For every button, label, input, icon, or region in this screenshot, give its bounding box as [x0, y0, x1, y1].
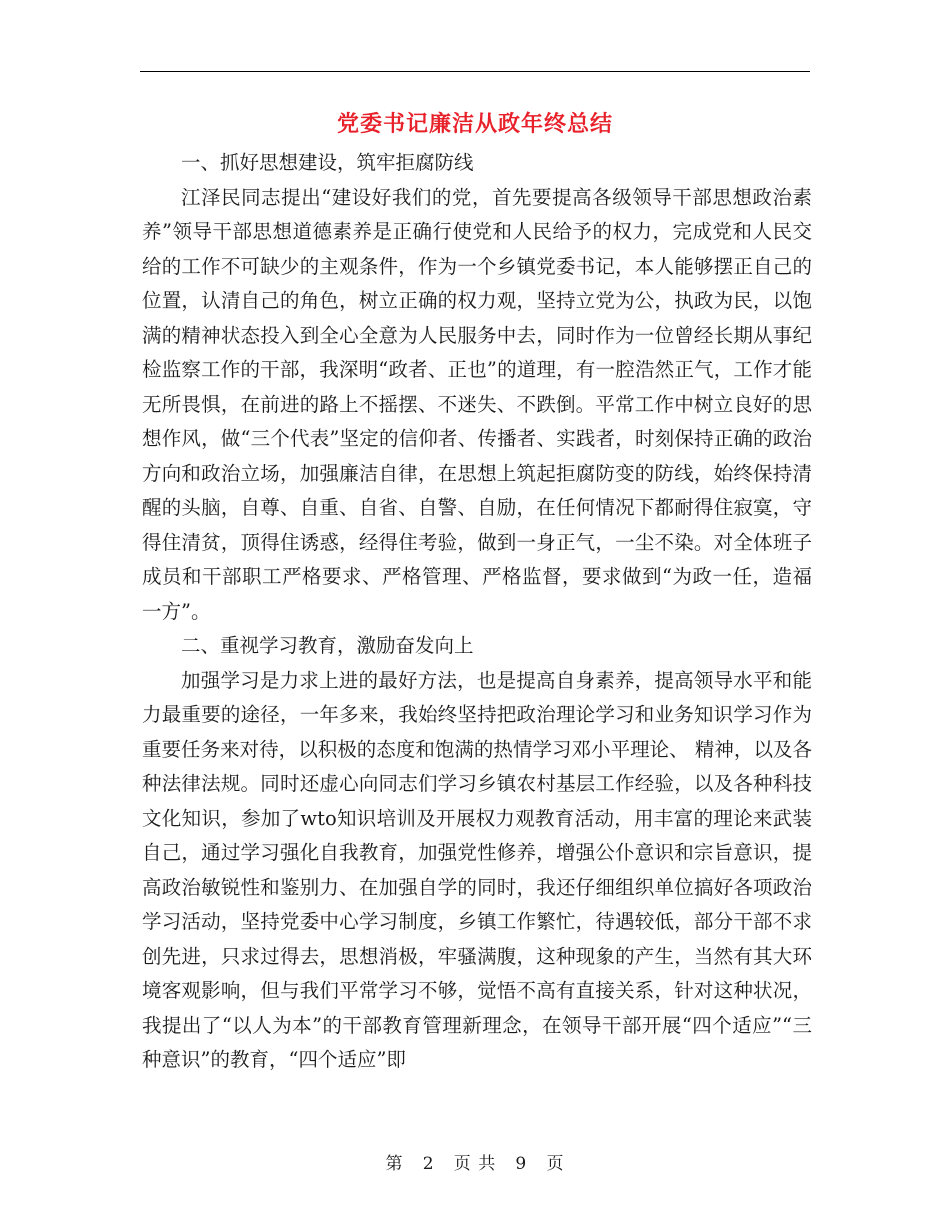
header-rule — [140, 71, 810, 72]
section-heading-1: 一、抓好思想建设，筑牢拒腐防线 — [181, 151, 474, 174]
page-footer — [0, 1152, 950, 1176]
section-heading-2: 二、重视学习教育，激励奋发向上 — [181, 634, 474, 657]
footer-prefix: 第 — [385, 1154, 404, 1174]
document-body — [142, 146, 812, 1078]
paragraph-1: 江泽民同志提出“建设好我们的党，首先要提高各级领导干部思想政治素养”领导干部思想道德素养是正确行使党和人民给予的权力，完成党和人民交给的工作不可缺少的主观条件，作为一个乡镇党委书记，本人能够摆正自己的位置，认清自己的角色，树立正确的权力观，坚持立党为公，执政为民，以饱满的精神状态投入到全心全意为人民服务中去，同时作为一位曾经长期从事纪检监察工作的干部，我深明“政者、正也”的道理，有一腔浩然正气，工作才能无所畏惧，在前进的路上不摇摆、不迷失、不跌倒。平常工作中树立良好的思想作风，做“三个代表”坚定的信仰者、传播者、实践者，时刻保持正确的政治方向和政治立场，加强廉洁自律，在思想上筑起拒腐防变的防线，始终保持清醒的头脑，自尊、自重、自省、自警、自励，在任何情况下都耐得住寂寞，守得住清贫，顶得住诱惑，经得住考验，做到一身正气，一尘不染。对全体班子成员和干部职工严格要求、严格管理、严格监督，要求做到“为政一任，造福一方”。 — [142, 185, 812, 623]
footer-middle: 页 共 — [453, 1154, 497, 1174]
footer-page-number: 2 — [422, 1154, 435, 1174]
footer-total-pages: 9 — [515, 1154, 528, 1174]
footer-suffix: 页 — [546, 1154, 565, 1174]
document-title: 党委书记廉洁从政年终总结 — [336, 111, 613, 137]
paragraph-2: 加强学习是力求上进的最好方法，也是提高自身素养，提高领导水平和能力最重要的途径，一年多来，我始终坚持把政治理论学习和业务知识学习作为重要任务来对待，以积极的态度和饱满的热情学习邓小平理论、 精神，以及各种法律法规。同时还虚心向同志们学习乡镇农村基层工作经验，以及各种科技文化知识，参加了wto知识培训及开展权力观教育活动，用丰富的理论来武装自己，通过学习强化自我教育，加强党性修养，增强公仆意识和宗旨意识，提高政治敏锐性和鉴别力、在加强自学的同时，我还仔细组织单位搞好各项政治学习活动，坚持党委中心学习制度，乡镇工作繁忙，待遇较低，部分干部不求创先进，只求过得去，思想消极，牢骚满腹，这种现象的产生，当然有其大环境客观影响，但与我们平常学习不够，觉悟不高有直接关系，针对这种状况，我提出了“以人为本”的干部教育管理新理念，在领导干部开展“四个适应”“三种意识”的教育，“四个适应”即 — [142, 668, 812, 1071]
